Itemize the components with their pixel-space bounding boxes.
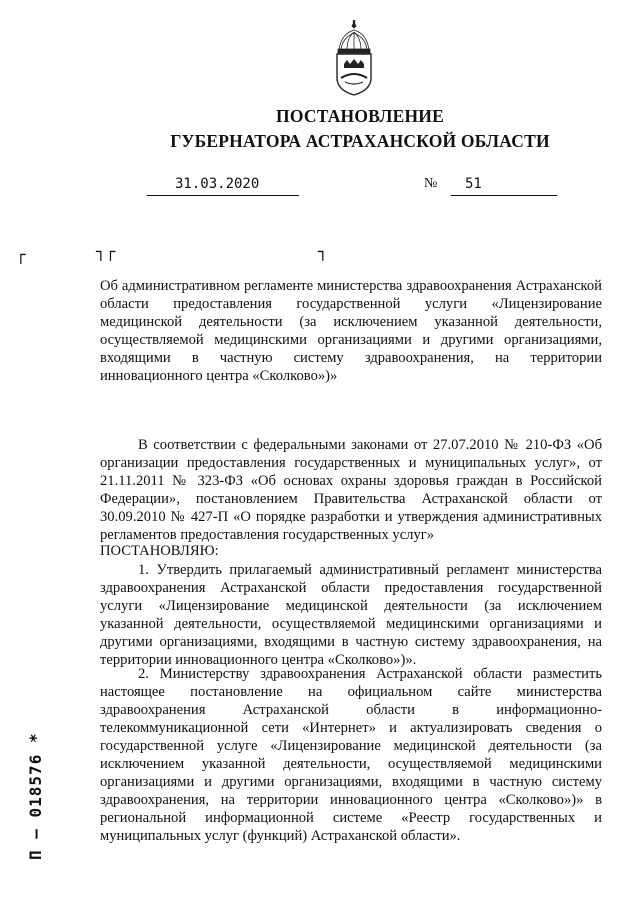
serial-number-stamp: П – 018576 *: [26, 732, 45, 860]
corner-mark: ┐┌: [96, 242, 116, 261]
clause-2: 2. Министерству здравоохранения Астраханской области разместить настоящее постановление на официальном сайте министерства здравоохранения Астраханской области в информационно-телекоммуникационной сети «Интернет» и актуализировать сведения о государственной услуге «Лицензирование медицинской деятельности (за исключением указанной деятельности, осуществляемой медицинскими организациями и другими организациями, входящими в частную систему здравоохранения, на территории инновационного центра «Сколково»)» в региональной информационной системе «Реестр государственных и муниципальных услуг (функций) Астраханской области».: [100, 666, 602, 844]
clause-1: 1. Утвердить прилагаемый административный регламент министерства здравоохранения Астраханской области предоставления государственной услуги «Лицензирование медицинской деятельности (за исключением указанной деятельности, осуществляемой медицинскими организациями и другими организациями, входящими в частную систему здравоохранения, на территории инновационного центра «Сколково»)».: [100, 562, 602, 668]
corner-mark: ┐: [318, 242, 328, 261]
document-title: ПОСТАНОВЛЕНИЕ: [276, 106, 444, 126]
document-number: 51: [451, 176, 557, 196]
coat-of-arms-icon: [329, 20, 379, 96]
corner-mark: ┌: [16, 245, 26, 264]
decree-word: ПОСТАНОВЛЯЮ:: [100, 543, 219, 559]
document-subject: Об административном регламенте министерства здравоохранения Астраханской области предоставления государственной услуги «Лицензирование медицинской деятельности (за исключением указанной деятельности, осуществляемой медицинскими организациями и другими организациями, входящими в частную систему здравоохранения, на территории инновационного центра «Сколково»)»: [100, 278, 602, 384]
preamble-paragraph: В соответствии с федеральными законами от 27.07.2010 № 210-ФЗ «Об организации предоставления государственных и муниципальных услуг», от 21.11.2011 № 323-ФЗ «Об основах охраны здоровья граждан в Российской Федерации», постановлением Правительства Астраханской области от 30.09.2010 № 427-П «О порядке разработки и утверждения административных регламентов предоставления государственных услуг»: [100, 437, 602, 543]
issuing-authority: ГУБЕРНАТОРА АСТРАХАНСКОЙ ОБЛАСТИ: [170, 131, 550, 151]
number-sign: №: [424, 176, 438, 191]
document-date: 31.03.2020: [147, 176, 299, 196]
